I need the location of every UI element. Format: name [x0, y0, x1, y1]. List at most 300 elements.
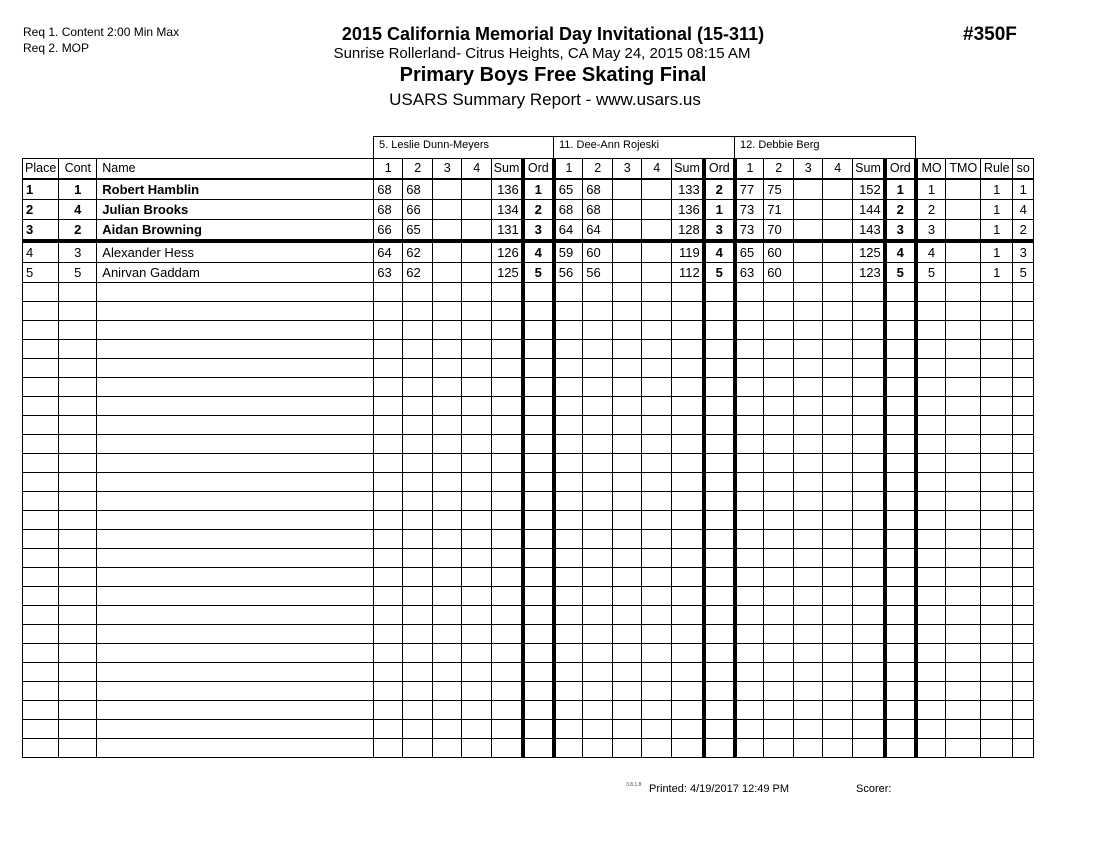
empty-cell — [613, 511, 642, 530]
judge3-ordinal: 1 — [885, 179, 916, 200]
empty-cell — [764, 397, 794, 416]
col-name: Name — [97, 159, 374, 180]
empty-cell — [916, 473, 946, 492]
empty-cell — [885, 720, 916, 739]
empty-cell — [1013, 359, 1034, 378]
judge3-score-s3 — [794, 263, 823, 283]
empty-cell — [764, 378, 794, 397]
empty-cell — [823, 511, 853, 530]
empty-cell — [642, 682, 672, 701]
empty-cell — [981, 454, 1013, 473]
empty-cell — [59, 720, 97, 739]
empty-cell — [433, 511, 462, 530]
empty-cell — [764, 644, 794, 663]
empty-cell — [704, 568, 735, 587]
empty-cell — [853, 739, 885, 758]
empty-cell — [794, 378, 823, 397]
empty-cell — [794, 492, 823, 511]
empty-cell — [794, 530, 823, 549]
empty-cell — [462, 321, 492, 340]
empty-cell — [946, 397, 981, 416]
so-cell: 4 — [1013, 200, 1034, 220]
empty-cell — [23, 302, 59, 321]
empty-cell — [554, 454, 583, 473]
empty-row — [23, 587, 1034, 606]
empty-cell — [492, 473, 523, 492]
empty-cell — [1013, 397, 1034, 416]
empty-cell — [764, 549, 794, 568]
empty-cell — [554, 549, 583, 568]
empty-cell — [1013, 283, 1034, 302]
empty-cell — [981, 625, 1013, 644]
skater-name: Anirvan Gaddam — [97, 263, 374, 283]
empty-cell — [885, 549, 916, 568]
empty-cell — [823, 644, 853, 663]
empty-cell — [981, 549, 1013, 568]
empty-cell — [853, 663, 885, 682]
empty-cell — [374, 302, 403, 321]
judge1-ordinal: 1 — [523, 179, 554, 200]
empty-cell — [583, 606, 613, 625]
empty-cell — [523, 378, 554, 397]
judge1-sum: 134 — [492, 200, 523, 220]
result-row — [23, 200, 1034, 220]
empty-cell — [59, 473, 97, 492]
empty-cell — [492, 549, 523, 568]
judge2-score-s1: 64 — [554, 220, 583, 242]
empty-cell — [462, 302, 492, 321]
empty-cell — [59, 606, 97, 625]
judge1-score-s1: 68 — [374, 179, 403, 200]
empty-cell — [433, 587, 462, 606]
empty-cell — [916, 587, 946, 606]
empty-cell — [735, 321, 764, 340]
empty-cell — [554, 625, 583, 644]
empty-cell — [462, 397, 492, 416]
col-place: Place — [23, 159, 59, 180]
empty-cell — [59, 663, 97, 682]
empty-cell — [462, 720, 492, 739]
empty-cell — [885, 283, 916, 302]
empty-row — [23, 340, 1034, 359]
empty-cell — [672, 378, 704, 397]
empty-cell — [374, 416, 403, 435]
empty-cell — [946, 492, 981, 511]
judge3-score-s1: 65 — [735, 241, 764, 263]
empty-cell — [794, 549, 823, 568]
empty-cell — [374, 473, 403, 492]
empty-cell — [59, 644, 97, 663]
empty-cell — [462, 530, 492, 549]
empty-cell — [672, 587, 704, 606]
judge1-score-s3 — [433, 220, 462, 242]
empty-cell — [642, 321, 672, 340]
empty-cell — [523, 359, 554, 378]
empty-cell — [613, 492, 642, 511]
empty-cell — [981, 435, 1013, 454]
empty-cell — [764, 473, 794, 492]
empty-cell — [794, 283, 823, 302]
empty-cell — [916, 682, 946, 701]
mo-cell: 2 — [916, 200, 946, 220]
empty-cell — [853, 625, 885, 644]
empty-cell — [794, 321, 823, 340]
empty-cell — [613, 739, 642, 758]
judge2-ordinal: 3 — [704, 220, 735, 242]
empty-cell — [583, 283, 613, 302]
empty-cell — [583, 739, 613, 758]
empty-cell — [735, 283, 764, 302]
empty-cell — [97, 606, 374, 625]
empty-cell — [642, 549, 672, 568]
empty-cell — [374, 435, 403, 454]
empty-cell — [613, 568, 642, 587]
empty-cell — [735, 682, 764, 701]
empty-row — [23, 416, 1034, 435]
empty-cell — [735, 606, 764, 625]
judge2-score-s1: 59 — [554, 241, 583, 263]
empty-cell — [853, 283, 885, 302]
empty-cell — [59, 378, 97, 397]
empty-cell — [823, 492, 853, 511]
empty-cell — [403, 359, 433, 378]
judge1-score-s2: 65 — [403, 220, 433, 242]
col-tmo: TMO — [946, 159, 981, 180]
empty-cell — [764, 511, 794, 530]
empty-cell — [704, 416, 735, 435]
judge3-score-s1: 73 — [735, 220, 764, 242]
rule-cell: 1 — [981, 220, 1013, 242]
empty-cell — [981, 644, 1013, 663]
col-j1-s3: 3 — [433, 159, 462, 180]
empty-cell — [794, 302, 823, 321]
empty-cell — [672, 359, 704, 378]
empty-cell — [23, 739, 59, 758]
empty-row — [23, 549, 1034, 568]
empty-cell — [672, 530, 704, 549]
empty-cell — [523, 530, 554, 549]
empty-cell — [433, 492, 462, 511]
empty-cell — [403, 739, 433, 758]
empty-cell — [492, 720, 523, 739]
empty-cell — [704, 283, 735, 302]
empty-cell — [823, 720, 853, 739]
empty-cell — [23, 511, 59, 530]
empty-cell — [885, 511, 916, 530]
empty-cell — [374, 397, 403, 416]
empty-cell — [764, 625, 794, 644]
empty-cell — [672, 321, 704, 340]
empty-cell — [554, 378, 583, 397]
judge3-ordinal: 3 — [885, 220, 916, 242]
empty-cell — [554, 435, 583, 454]
empty-cell — [554, 739, 583, 758]
empty-cell — [583, 397, 613, 416]
judge-header-3: 12. Debbie Berg — [734, 136, 916, 158]
empty-cell — [642, 511, 672, 530]
empty-cell — [462, 682, 492, 701]
empty-cell — [23, 682, 59, 701]
empty-cell — [853, 682, 885, 701]
empty-cell — [916, 359, 946, 378]
empty-cell — [885, 606, 916, 625]
empty-cell — [946, 606, 981, 625]
empty-row — [23, 378, 1034, 397]
col-so: so — [1013, 159, 1034, 180]
empty-cell — [1013, 606, 1034, 625]
empty-cell — [523, 321, 554, 340]
empty-cell — [613, 473, 642, 492]
empty-cell — [523, 644, 554, 663]
empty-cell — [704, 302, 735, 321]
empty-cell — [704, 397, 735, 416]
empty-cell — [433, 378, 462, 397]
requirement-2: Req 2. MOP — [23, 41, 90, 55]
so-cell: 1 — [1013, 179, 1034, 200]
empty-cell — [523, 701, 554, 720]
place-cell: 4 — [23, 241, 59, 263]
empty-cell — [885, 359, 916, 378]
empty-cell — [523, 397, 554, 416]
empty-cell — [59, 359, 97, 378]
empty-cell — [823, 606, 853, 625]
judge3-ordinal: 2 — [885, 200, 916, 220]
empty-cell — [492, 283, 523, 302]
empty-cell — [1013, 625, 1034, 644]
empty-cell — [554, 321, 583, 340]
empty-cell — [885, 321, 916, 340]
empty-cell — [523, 720, 554, 739]
judge3-score-s4 — [823, 179, 853, 200]
empty-cell — [853, 473, 885, 492]
empty-cell — [583, 701, 613, 720]
empty-cell — [403, 606, 433, 625]
judge1-score-s4 — [462, 220, 492, 242]
empty-cell — [642, 283, 672, 302]
empty-row — [23, 739, 1034, 758]
empty-cell — [403, 340, 433, 359]
empty-cell — [764, 587, 794, 606]
empty-cell — [523, 511, 554, 530]
empty-cell — [1013, 302, 1034, 321]
empty-cell — [794, 416, 823, 435]
empty-cell — [885, 568, 916, 587]
empty-cell — [853, 530, 885, 549]
empty-cell — [764, 321, 794, 340]
empty-cell — [946, 321, 981, 340]
empty-cell — [823, 568, 853, 587]
judge1-score-s3 — [433, 200, 462, 220]
empty-cell — [554, 359, 583, 378]
empty-cell — [374, 587, 403, 606]
judge2-score-s4 — [642, 179, 672, 200]
empty-cell — [704, 644, 735, 663]
so-cell: 2 — [1013, 220, 1034, 242]
empty-cell — [642, 568, 672, 587]
empty-cell — [853, 416, 885, 435]
empty-cell — [794, 359, 823, 378]
empty-cell — [981, 340, 1013, 359]
judge2-sum: 133 — [672, 179, 704, 200]
empty-cell — [433, 283, 462, 302]
empty-cell — [735, 739, 764, 758]
empty-cell — [672, 511, 704, 530]
empty-cell — [374, 606, 403, 625]
empty-row — [23, 625, 1034, 644]
judge3-sum: 123 — [853, 263, 885, 283]
empty-cell — [403, 644, 433, 663]
empty-cell — [672, 682, 704, 701]
empty-cell — [735, 663, 764, 682]
empty-cell — [946, 454, 981, 473]
empty-cell — [613, 644, 642, 663]
empty-cell — [433, 739, 462, 758]
empty-cell — [374, 720, 403, 739]
empty-cell — [23, 663, 59, 682]
empty-cell — [642, 492, 672, 511]
judge-header-1: 5. Leslie Dunn-Meyers — [373, 136, 554, 158]
empty-cell — [946, 549, 981, 568]
empty-cell — [97, 530, 374, 549]
empty-cell — [946, 340, 981, 359]
empty-cell — [403, 397, 433, 416]
empty-cell — [764, 606, 794, 625]
empty-cell — [613, 625, 642, 644]
empty-cell — [523, 682, 554, 701]
judge2-score-s1: 56 — [554, 263, 583, 283]
empty-cell — [981, 587, 1013, 606]
empty-cell — [946, 739, 981, 758]
empty-cell — [642, 340, 672, 359]
judge2-score-s4 — [642, 241, 672, 263]
col-cont: Cont — [59, 159, 97, 180]
judge2-sum: 136 — [672, 200, 704, 220]
empty-cell — [764, 720, 794, 739]
empty-cell — [794, 473, 823, 492]
empty-cell — [403, 663, 433, 682]
empty-cell — [735, 511, 764, 530]
empty-cell — [916, 549, 946, 568]
empty-cell — [554, 283, 583, 302]
empty-cell — [403, 720, 433, 739]
empty-cell — [523, 568, 554, 587]
empty-cell — [492, 511, 523, 530]
empty-cell — [823, 283, 853, 302]
empty-row — [23, 321, 1034, 340]
empty-cell — [462, 473, 492, 492]
empty-row — [23, 720, 1034, 739]
empty-cell — [97, 340, 374, 359]
empty-cell — [794, 587, 823, 606]
judge1-score-s4 — [462, 200, 492, 220]
result-row — [23, 220, 1034, 242]
empty-cell — [433, 682, 462, 701]
col-j2-ord: Ord — [704, 159, 735, 180]
empty-cell — [462, 701, 492, 720]
empty-cell — [583, 720, 613, 739]
empty-cell — [916, 530, 946, 549]
empty-cell — [704, 701, 735, 720]
tmo-cell — [946, 200, 981, 220]
judge3-score-s2: 70 — [764, 220, 794, 242]
empty-cell — [853, 511, 885, 530]
empty-cell — [642, 473, 672, 492]
empty-cell — [433, 701, 462, 720]
empty-cell — [523, 663, 554, 682]
empty-cell — [981, 473, 1013, 492]
empty-cell — [642, 587, 672, 606]
empty-cell — [794, 435, 823, 454]
empty-cell — [59, 397, 97, 416]
empty-cell — [554, 397, 583, 416]
empty-cell — [704, 321, 735, 340]
empty-cell — [374, 340, 403, 359]
empty-cell — [462, 606, 492, 625]
empty-cell — [946, 302, 981, 321]
empty-cell — [981, 720, 1013, 739]
empty-cell — [823, 359, 853, 378]
empty-cell — [823, 739, 853, 758]
empty-cell — [97, 568, 374, 587]
judge2-sum: 112 — [672, 263, 704, 283]
empty-cell — [1013, 321, 1034, 340]
empty-cell — [433, 530, 462, 549]
judge3-score-s3 — [794, 200, 823, 220]
empty-cell — [374, 359, 403, 378]
venue-date: Sunrise Rollerland- Citrus Heights, CA May 24, 2015 08:15 AM — [333, 45, 751, 62]
empty-cell — [885, 682, 916, 701]
empty-cell — [613, 416, 642, 435]
empty-cell — [59, 625, 97, 644]
empty-cell — [583, 435, 613, 454]
empty-cell — [764, 302, 794, 321]
empty-cell — [523, 283, 554, 302]
empty-cell — [374, 283, 403, 302]
empty-cell — [492, 492, 523, 511]
empty-cell — [613, 530, 642, 549]
cont-cell: 4 — [59, 200, 97, 220]
col-j2-s1: 1 — [554, 159, 583, 180]
empty-cell — [403, 568, 433, 587]
empty-cell — [794, 720, 823, 739]
judge1-score-s2: 68 — [403, 179, 433, 200]
empty-cell — [583, 340, 613, 359]
empty-cell — [823, 473, 853, 492]
empty-cell — [981, 682, 1013, 701]
empty-cell — [916, 739, 946, 758]
judge1-score-s1: 66 — [374, 220, 403, 242]
empty-cell — [403, 492, 433, 511]
empty-cell — [613, 720, 642, 739]
empty-cell — [672, 454, 704, 473]
empty-cell — [403, 416, 433, 435]
empty-cell — [885, 473, 916, 492]
empty-cell — [916, 340, 946, 359]
empty-cell — [735, 454, 764, 473]
col-j3-s2: 2 — [764, 159, 794, 180]
empty-cell — [433, 416, 462, 435]
empty-cell — [642, 530, 672, 549]
empty-cell — [1013, 701, 1034, 720]
empty-cell — [583, 587, 613, 606]
empty-cell — [735, 549, 764, 568]
empty-cell — [613, 454, 642, 473]
judge1-score-s4 — [462, 179, 492, 200]
empty-cell — [462, 378, 492, 397]
judge1-score-s3 — [433, 179, 462, 200]
judge2-score-s3 — [613, 241, 642, 263]
empty-cell — [374, 663, 403, 682]
